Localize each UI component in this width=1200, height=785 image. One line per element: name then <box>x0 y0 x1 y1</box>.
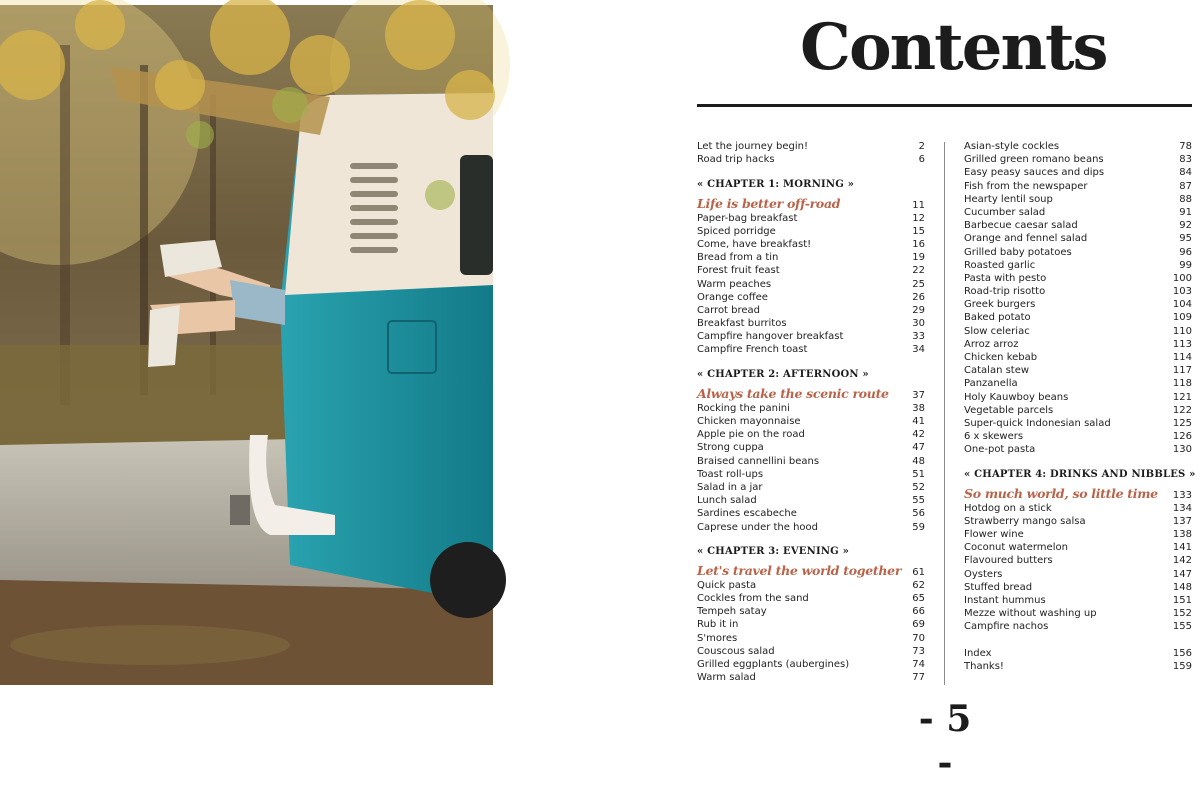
toc-entry[interactable] <box>697 494 925 507</box>
chapter-subtitle-text: Life is better off-road <box>697 195 841 211</box>
toc-entry[interactable] <box>697 579 925 592</box>
toc-entry[interactable] <box>964 259 1192 272</box>
toc-page: 52 <box>912 481 925 493</box>
toc-page: 56 <box>912 508 925 520</box>
toc-entry[interactable] <box>697 264 925 277</box>
toc-label: Stuffed bread <box>964 581 1033 593</box>
toc-label: Quick pasta <box>697 579 757 591</box>
toc-entry[interactable] <box>964 541 1192 554</box>
toc-page: 38 <box>912 402 925 414</box>
toc-label: Campfire nachos <box>964 621 1049 633</box>
toc-entry[interactable] <box>964 166 1192 179</box>
toc-page: 77 <box>912 672 925 684</box>
toc-page: 16 <box>912 238 925 250</box>
toc-label: Flower wine <box>964 529 1024 541</box>
toc-entry[interactable] <box>964 430 1192 443</box>
toc-label: Pasta with pesto <box>964 272 1047 284</box>
toc-label: Breakfast burritos <box>697 318 787 330</box>
toc-label: Campfire French toast <box>697 344 808 356</box>
toc-entry[interactable] <box>964 364 1192 377</box>
toc-page: 133 <box>1172 489 1192 501</box>
toc-entry[interactable] <box>697 521 925 534</box>
van-photo-illustration <box>0 5 493 685</box>
toc-entry[interactable] <box>697 507 925 520</box>
chapter-heading: « CHAPTER 2: AFTERNOON » <box>697 368 869 380</box>
toc-label: Arroz arroz <box>964 338 1019 350</box>
toc-label: Forest fruit feast <box>697 265 780 277</box>
toc-label: Super-quick Indonesian salad <box>964 417 1111 429</box>
toc-page: 15 <box>912 225 925 237</box>
toc-label: Lunch salad <box>697 495 757 507</box>
chapter-subtitle[interactable] <box>697 386 925 402</box>
toc-label: Cockles from the sand <box>697 593 809 605</box>
toc-label: Thanks! <box>964 660 1004 672</box>
toc-label: Grilled baby potatoes <box>964 246 1072 258</box>
toc-label: Vegetable parcels <box>964 404 1054 416</box>
toc-entry[interactable] <box>964 404 1192 417</box>
toc-page: 141 <box>1172 542 1192 554</box>
toc-entry[interactable] <box>697 304 925 317</box>
toc-page: 88 <box>1179 193 1192 205</box>
contents-column-right <box>964 140 1196 673</box>
contents-column-left <box>697 140 925 684</box>
toc-page: 84 <box>1179 167 1192 179</box>
toc-entry[interactable] <box>697 317 925 330</box>
toc-label: Fish from the newspaper <box>964 180 1088 192</box>
toc-entry[interactable] <box>697 428 925 441</box>
toc-page: 113 <box>1172 338 1192 350</box>
toc-page: 25 <box>912 278 925 290</box>
toc-page: 87 <box>1179 180 1192 192</box>
toc-entry[interactable] <box>964 443 1192 456</box>
toc-page: 33 <box>912 331 925 343</box>
toc-page: 41 <box>912 416 925 427</box>
toc-label: Bread from a tin <box>697 252 779 264</box>
toc-entry[interactable] <box>697 645 925 658</box>
toc-entry[interactable] <box>964 338 1192 351</box>
page-number: - 5 - <box>918 698 972 784</box>
toc-entry[interactable] <box>964 377 1192 390</box>
toc-entry[interactable] <box>964 246 1192 259</box>
toc-entry[interactable] <box>964 325 1192 338</box>
chapter-1-entries <box>697 212 925 357</box>
toc-label: Slow celeriac <box>964 325 1030 337</box>
chapter-4-entries <box>964 502 1192 634</box>
chapter-subtitle[interactable] <box>697 563 925 579</box>
chapter-subtitle-text: So much world, so little time <box>964 485 1158 501</box>
toc-entry[interactable] <box>697 592 925 605</box>
toc-page: 59 <box>912 521 925 533</box>
toc-entry[interactable] <box>697 671 925 684</box>
toc-label: Cucumber salad <box>964 206 1046 218</box>
toc-page: 11 <box>912 199 925 211</box>
title-rule <box>697 104 1192 107</box>
toc-label: Chicken mayonnaise <box>697 416 801 427</box>
toc-label: Hotdog on a stick <box>964 502 1052 514</box>
toc-label: Baked potato <box>964 312 1031 324</box>
toc-entry[interactable] <box>964 647 1192 660</box>
toc-label: Asian-style cockles <box>964 141 1060 152</box>
toc-page: 69 <box>912 619 925 631</box>
toc-entry[interactable] <box>964 515 1192 528</box>
toc-entry[interactable] <box>964 568 1192 581</box>
toc-entry[interactable] <box>964 594 1192 607</box>
toc-page: 103 <box>1172 286 1192 298</box>
toc-label: Sardines escabeche <box>697 508 797 520</box>
toc-page: 34 <box>912 344 925 356</box>
toc-entry[interactable] <box>964 581 1192 594</box>
toc-label: Greek burgers <box>964 299 1036 311</box>
toc-label: 6 x skewers <box>964 431 1024 443</box>
toc-page: 61 <box>912 566 925 578</box>
toc-entry[interactable] <box>697 330 925 343</box>
toc-page: 95 <box>1179 233 1192 245</box>
toc-label: Rocking the panini <box>697 402 790 414</box>
toc-label: Carrot bread <box>697 304 761 316</box>
toc-entry[interactable] <box>964 285 1192 298</box>
toc-label: Tempeh satay <box>697 606 767 618</box>
toc-entry[interactable] <box>964 660 1192 673</box>
toc-label: Chicken kebab <box>964 352 1038 363</box>
toc-entry[interactable] <box>964 206 1192 219</box>
chapter-subtitle[interactable] <box>964 486 1192 502</box>
toc-page: 148 <box>1172 581 1192 593</box>
toc-entry[interactable] <box>964 219 1192 232</box>
toc-page: 114 <box>1172 352 1192 363</box>
toc-page: 66 <box>912 606 925 618</box>
toc-entry[interactable] <box>964 311 1192 324</box>
toc-entry[interactable] <box>964 391 1192 404</box>
toc-page: 142 <box>1172 555 1192 567</box>
page-title: Contents <box>800 10 1107 85</box>
toc-entry[interactable] <box>964 232 1192 245</box>
toc-page: 42 <box>912 429 925 441</box>
toc-label: Grilled eggplants (aubergines) <box>697 659 850 670</box>
toc-page: 6 <box>918 154 925 166</box>
chapter-heading: « CHAPTER 3: EVENING » <box>697 545 850 557</box>
toc-entry[interactable] <box>964 351 1192 364</box>
toc-page: 117 <box>1172 365 1192 377</box>
toc-entry[interactable] <box>697 632 925 645</box>
toc-entry[interactable] <box>697 481 925 494</box>
toc-label: Couscous salad <box>697 645 775 657</box>
toc-entry[interactable] <box>697 415 925 428</box>
toc-label: Strawberry mango salsa <box>964 515 1086 527</box>
camper-van-photo <box>0 5 493 685</box>
toc-page: 110 <box>1172 325 1192 337</box>
toc-entry[interactable] <box>697 402 925 415</box>
toc-entry[interactable] <box>964 607 1192 620</box>
toc-label: Road-trip risotto <box>964 286 1046 298</box>
toc-label: Caprese under the hood <box>697 521 819 533</box>
toc-entry[interactable] <box>964 140 1192 153</box>
toc-entry[interactable] <box>697 605 925 618</box>
toc-label: Flavoured butters <box>964 555 1053 567</box>
toc-label: Oysters <box>964 568 1003 580</box>
toc-entry[interactable] <box>697 278 925 291</box>
toc-entry[interactable] <box>964 554 1192 567</box>
toc-label: Hearty lentil soup <box>964 193 1053 205</box>
chapter-2-entries <box>697 402 925 534</box>
toc-label: Warm peaches <box>697 278 772 290</box>
toc-page: 2 <box>918 141 925 152</box>
toc-label: Orange and fennel salad <box>964 233 1088 245</box>
toc-entry[interactable] <box>697 225 925 238</box>
toc-page: 51 <box>912 468 925 480</box>
toc-entry[interactable] <box>964 298 1192 311</box>
toc-entry[interactable] <box>964 272 1192 285</box>
toc-entry[interactable] <box>964 502 1192 515</box>
toc-page: 37 <box>912 389 925 401</box>
chapter-subtitle-text: Always take the scenic route <box>697 385 889 401</box>
toc-label: Holy Kauwboy beans <box>964 391 1069 403</box>
toc-page: 147 <box>1172 568 1192 580</box>
toc-page: 109 <box>1172 312 1192 324</box>
toc-entry[interactable] <box>697 212 925 225</box>
toc-page: 137 <box>1172 515 1192 527</box>
toc-entry[interactable] <box>964 417 1192 430</box>
toc-page: 99 <box>1179 259 1192 271</box>
toc-entry[interactable] <box>697 238 925 251</box>
toc-entry[interactable] <box>964 620 1192 633</box>
toc-entry[interactable] <box>697 618 925 631</box>
toc-entry[interactable] <box>697 441 925 454</box>
toc-entry[interactable] <box>697 343 925 356</box>
toc-page: 156 <box>1172 647 1192 659</box>
toc-page: 48 <box>912 455 925 467</box>
toc-label: Campfire hangover breakfast <box>697 331 844 343</box>
toc-label: Strong cuppa <box>697 442 764 454</box>
toc-label: Paper-bag breakfast <box>697 212 798 224</box>
toc-page: 125 <box>1172 417 1192 429</box>
chapter-heading: « CHAPTER 4: DRINKS AND NIBBLES » <box>964 468 1196 480</box>
toc-page: 104 <box>1172 299 1192 311</box>
toc-label: One-pot pasta <box>964 444 1036 456</box>
toc-page: 83 <box>1179 154 1192 166</box>
toc-page: 78 <box>1179 141 1192 152</box>
toc-page: 19 <box>912 252 925 264</box>
toc-page: 100 <box>1172 272 1192 284</box>
toc-page: 73 <box>912 645 925 657</box>
toc-page: 12 <box>912 212 925 224</box>
toc-page: 30 <box>912 318 925 330</box>
toc-page: 47 <box>912 442 925 454</box>
toc-page: 138 <box>1172 529 1192 541</box>
toc-label: Braised cannellini beans <box>697 455 820 467</box>
toc-page: 155 <box>1172 621 1192 633</box>
toc-label: Apple pie on the road <box>697 429 805 441</box>
toc-page: 130 <box>1172 444 1192 456</box>
toc-page: 151 <box>1172 595 1192 606</box>
toc-entry[interactable] <box>964 528 1192 541</box>
toc-page: 159 <box>1172 660 1192 672</box>
toc-label: Warm salad <box>697 672 756 684</box>
chapter-subtitle-text: Let's travel the world together <box>697 562 902 578</box>
toc-label: Let the journey begin! <box>697 141 808 152</box>
toc-page: 22 <box>912 265 925 277</box>
toc-entry[interactable] <box>697 468 925 481</box>
toc-entry[interactable] <box>964 180 1192 193</box>
toc-page: 134 <box>1172 502 1192 514</box>
chapter-3-entries <box>697 579 925 685</box>
toc-label: Road trip hacks <box>697 154 775 166</box>
toc-entry[interactable] <box>964 193 1192 206</box>
toc-label: Come, have breakfast! <box>697 238 812 250</box>
toc-page: 62 <box>912 579 925 591</box>
toc-page: 55 <box>912 495 925 507</box>
toc-label: Instant hummus <box>964 595 1046 606</box>
toc-label: Panzanella <box>964 378 1018 390</box>
toc-page: 118 <box>1172 378 1192 390</box>
toc-label: Rub it in <box>697 619 739 631</box>
toc-label: Grilled green romano beans <box>964 154 1104 166</box>
toc-entry[interactable] <box>697 291 925 304</box>
toc-page: 92 <box>1179 220 1192 232</box>
toc-page: 121 <box>1172 391 1192 403</box>
column-divider <box>944 142 945 685</box>
toc-label: Roasted garlic <box>964 259 1036 271</box>
toc-entry[interactable] <box>697 140 925 153</box>
toc-page: 65 <box>912 593 925 605</box>
toc-label: S'mores <box>697 632 738 644</box>
toc-label: Barbecue caesar salad <box>964 220 1078 232</box>
toc-entry[interactable] <box>697 455 925 468</box>
toc-label: Easy peasy sauces and dips <box>964 167 1105 179</box>
toc-page: 29 <box>912 304 925 316</box>
toc-page: 74 <box>912 659 925 670</box>
toc-entry[interactable] <box>697 251 925 264</box>
toc-label: Orange coffee <box>697 291 768 303</box>
toc-entry[interactable] <box>964 153 1192 166</box>
toc-entry[interactable] <box>697 658 925 671</box>
toc-label: Mezze without washing up <box>964 608 1097 620</box>
chapter-heading: « CHAPTER 1: MORNING » <box>697 178 855 190</box>
toc-label: Toast roll-ups <box>697 468 764 480</box>
toc-label: Salad in a jar <box>697 481 763 493</box>
toc-page: 26 <box>912 291 925 303</box>
toc-page: 91 <box>1179 206 1192 218</box>
toc-label: Spiced porridge <box>697 225 776 237</box>
toc-page: 152 <box>1172 608 1192 620</box>
toc-page: 122 <box>1172 404 1192 416</box>
toc-page: 96 <box>1179 246 1192 258</box>
toc-label: Coconut watermelon <box>964 542 1068 554</box>
toc-label: Index <box>964 647 992 659</box>
toc-label: Catalan stew <box>964 365 1030 377</box>
toc-page: 126 <box>1172 431 1192 443</box>
toc-entry[interactable] <box>697 153 925 166</box>
toc-page: 70 <box>912 632 925 644</box>
chapter-subtitle[interactable] <box>697 196 925 212</box>
